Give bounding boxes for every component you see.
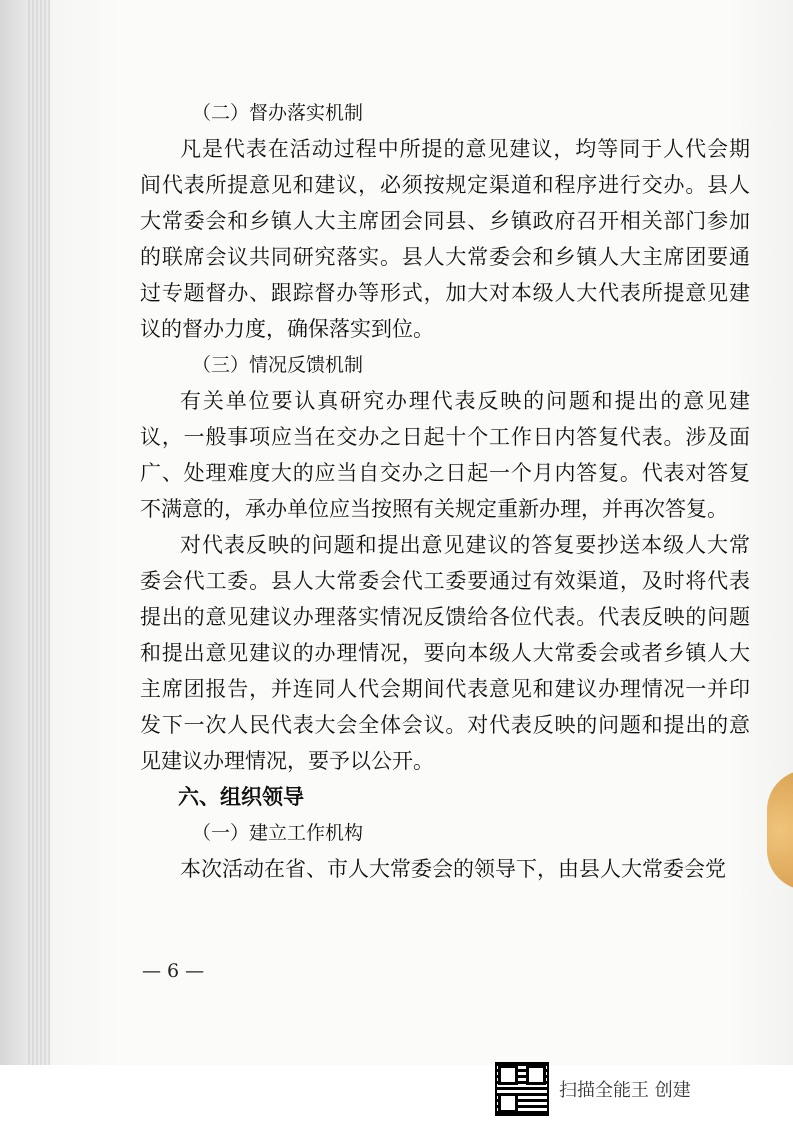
paragraph-line: 本次活动在省、市人大常委会的领导下，由县人大常委会党 xyxy=(180,857,726,881)
section-subheading: （一）建立工作机构 xyxy=(192,822,364,844)
paragraph xyxy=(140,851,750,887)
paragraph-line: 过专题督办、跟踪督办等形式，加大对本级人大代表所提意见建 xyxy=(140,281,750,305)
paragraph-line: 发下一次人民代表大会全体会议。对代表反映的问题和提出的意 xyxy=(140,713,750,737)
footer-label: 扫描全能王 创建 xyxy=(559,1080,691,1101)
paragraph xyxy=(140,131,750,347)
paragraph-line: 委会代工委。县人大常委会代工委要通过有效渠道，及时将代表 xyxy=(140,569,750,593)
page-edge xyxy=(28,0,50,1065)
paragraph-line: 议，一般事项应当在交办之日起十个工作日内答复代表。涉及面 xyxy=(140,425,750,449)
paragraph-line: 主席团报告，并连同人代会期间代表意见和建议办理情况一并印 xyxy=(140,677,750,701)
page-number: — 6 — xyxy=(142,960,205,982)
paragraph-line: 的联席会议共同研究落实。县人大常委会和乡镇人大主席团要通 xyxy=(140,245,750,269)
section-heading: 六、组织领导 xyxy=(178,784,304,809)
paragraph-line: 不满意的，承办单位应当按照有关规定重新办理，并再次答复。 xyxy=(140,497,728,521)
paragraph-line: 议的督办力度，确保落实到位。 xyxy=(140,317,434,341)
paragraph-line: 广、处理难度大的应当自交办之日起一个月内答复。代表对答复 xyxy=(140,461,750,485)
scanner-footer xyxy=(495,1063,691,1115)
paragraph-line: 有关单位要认真研究办理代表反映的问题和提出的意见建 xyxy=(180,389,750,413)
paragraph xyxy=(140,383,750,527)
section-subheading: （三）情况反馈机制 xyxy=(192,354,364,376)
paragraph-line: 和提出意见建议的办理情况，要向本级人大常委会或者乡镇人大 xyxy=(140,641,750,665)
paragraph-line: 见建议办理情况，要予以公开。 xyxy=(140,749,434,773)
paragraph-line: 对代表反映的问题和提出意见建议的答复要抄送本级人大常 xyxy=(180,533,750,557)
document-body xyxy=(140,95,750,887)
paragraph-line: 凡是代表在活动过程中所提的意见建议，均等同于人代会期 xyxy=(180,137,750,161)
section-subheading: （二）督办落实机制 xyxy=(192,102,364,124)
paragraph xyxy=(140,527,750,779)
qr-code-icon xyxy=(495,1062,549,1116)
paragraph-line: 大常委会和乡镇人大主席团会同县、乡镇政府召开相关部门参加 xyxy=(140,209,750,233)
paragraph-line: 提出的意见建议办理落实情况反馈给各位代表。代表反映的问题 xyxy=(140,605,750,629)
paragraph-line: 间代表所提意见和建议，必须按规定渠道和程序进行交办。县人 xyxy=(140,173,750,197)
